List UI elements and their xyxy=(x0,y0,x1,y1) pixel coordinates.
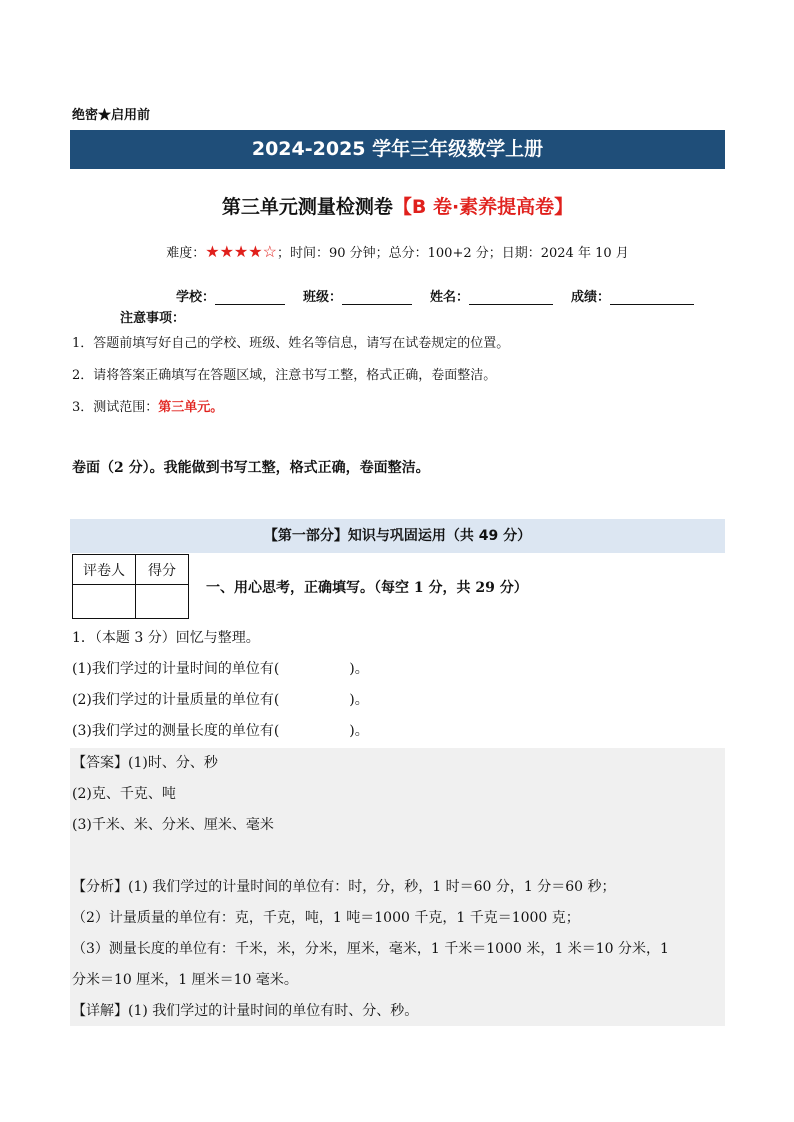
class-label: 班级： xyxy=(303,290,343,305)
neatness-statement: 卷面（2 分）。我能做到书写工整，格式正确，卷面整洁。 xyxy=(72,460,430,476)
confidential-label: 绝密★启用前 xyxy=(72,108,151,123)
notice-item-1: 1．答题前填写好自己的学校、班级、姓名等信息，请写在试卷规定的位置。 xyxy=(72,336,510,351)
analysis-line-4: 分米＝10 厘米，1 厘米＝10 毫米。 xyxy=(72,972,298,988)
question-1-sub-1: (1)我们学过的计量时间的单位有( )。 xyxy=(72,661,369,677)
analysis-line-3: （3）测量长度的单位有：千米，米，分米，厘米，毫米，1 千米＝1000 米，1 米＝10 分米，1 xyxy=(72,941,669,957)
notice-title: 注意事项： xyxy=(120,311,186,326)
test-scope: 第三单元。 xyxy=(158,400,224,415)
score-cell[interactable] xyxy=(136,585,189,619)
grader-label: 评卷人 xyxy=(73,555,136,585)
score-cell-label: 得分 xyxy=(136,555,189,585)
class-blank[interactable] xyxy=(342,290,412,305)
score-blank[interactable] xyxy=(610,290,694,305)
name-label: 姓名： xyxy=(430,290,470,305)
analysis-line-1: 【分析】(1) 我们学过的计量时间的单位有：时，分，秒，1 时＝60 分，1 分＝60 秒； xyxy=(72,879,616,895)
exam-subtitle xyxy=(70,192,725,219)
grader-score-table xyxy=(72,554,189,619)
star-empty-icon: ☆ xyxy=(262,242,277,261)
section-1-title: 一、用心思考，正确填写。（每空 1 分，共 29 分） xyxy=(206,580,528,596)
grader-cell[interactable] xyxy=(73,585,136,619)
part-1-header: 【第一部分】知识与巩固运用（共 49 分） xyxy=(70,519,725,553)
subtitle-tag: 【B 卷·素养提高卷】 xyxy=(392,196,574,218)
answer-line-1: 【答案】(1)时、分、秒 xyxy=(72,755,218,771)
difficulty-label: 难度： xyxy=(166,246,206,261)
question-1-sub-2: (2)我们学过的计量质量的单位有( )。 xyxy=(72,692,369,708)
question-1-stem: 1．（本题 3 分）回忆与整理。 xyxy=(72,630,260,646)
notice-item-3-prefix: 3．测试范围： xyxy=(72,400,159,415)
exam-meta-details: ；时间：90 分钟；总分：100+2 分；日期：2024 年 10 月 xyxy=(276,246,629,261)
student-info-fields xyxy=(176,286,694,305)
notice-item-3 xyxy=(72,396,223,415)
star-filled-icon: ★★★★ xyxy=(205,242,263,261)
answer-line-3: (3)千米、米、分米、厘米、毫米 xyxy=(72,817,274,833)
detail-line-1: 【详解】(1) 我们学过的计量时间的单位有时、分、秒。 xyxy=(72,1003,419,1019)
question-1-sub-3: (3)我们学过的测量长度的单位有( )。 xyxy=(72,723,369,739)
exam-meta-line xyxy=(70,242,725,261)
name-blank[interactable] xyxy=(469,290,553,305)
school-blank[interactable] xyxy=(215,290,285,305)
exam-title-banner: 2024-2025 学年三年级数学上册 xyxy=(70,130,725,169)
notice-item-2: 2．请将答案正确填写在答题区域，注意书写工整，格式正确，卷面整洁。 xyxy=(72,368,497,383)
subtitle-main: 第三单元测量检测卷 xyxy=(221,196,393,218)
analysis-line-2: （2）计量质量的单位有：克，千克，吨，1 吨＝1000 千克，1 千克＝1000 克； xyxy=(72,910,580,926)
school-label: 学校： xyxy=(176,290,216,305)
score-label: 成绩： xyxy=(571,290,611,305)
answer-line-2: (2)克、千克、吨 xyxy=(72,786,176,802)
